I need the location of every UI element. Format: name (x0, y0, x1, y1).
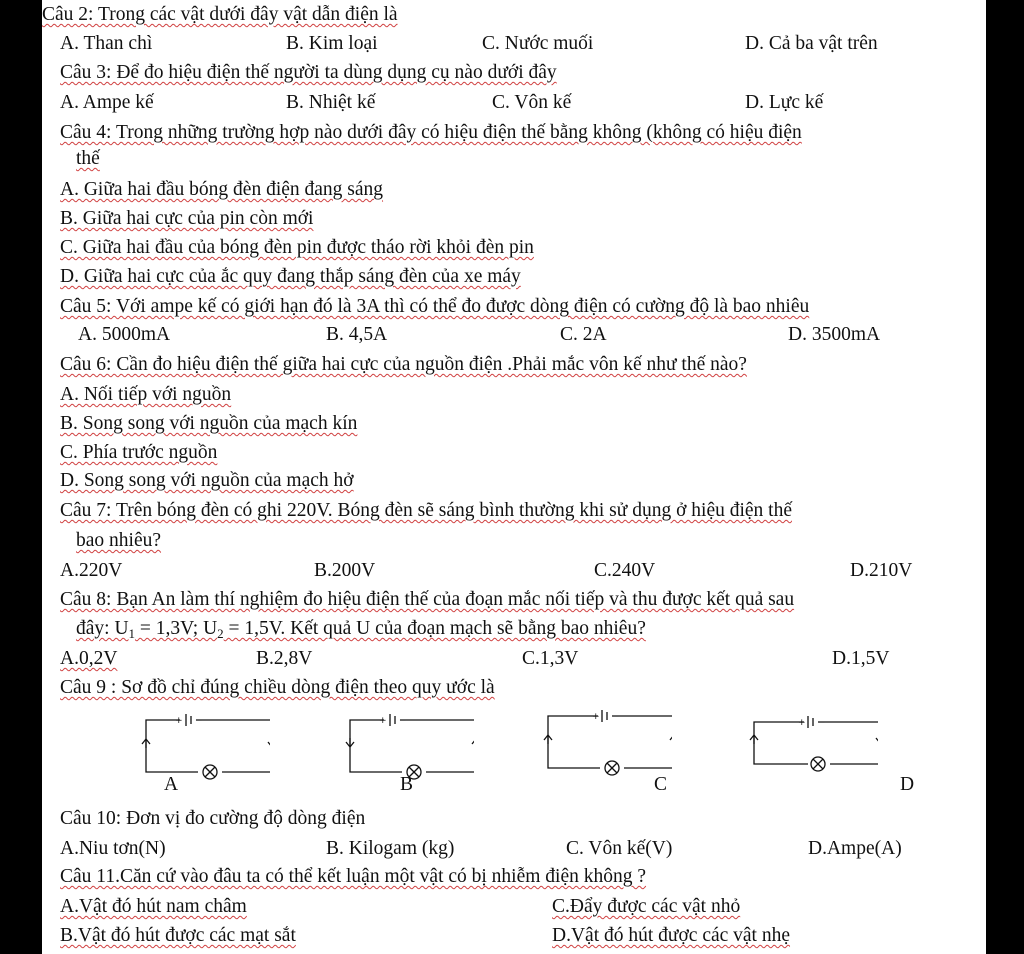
question-6-option-b (42, 411, 986, 437)
u1-value: = 1,3V; U (135, 618, 218, 639)
question-stem-cont: bao nhiêu? (76, 530, 162, 551)
svg-text:−: − (612, 712, 620, 722)
option-c: C. Nước muối (482, 33, 594, 54)
option-d: D. Song song với nguồn của mạch hở (60, 470, 354, 491)
circuit-label-d: D (900, 774, 915, 795)
svg-text:+: + (175, 716, 183, 726)
option-c: C. Phía trước nguồn (60, 442, 218, 463)
option-b: B.200V (314, 560, 376, 581)
question-3 (42, 60, 986, 86)
option-b: B. Giữa hai cực của pin còn mới (60, 208, 314, 229)
worksheet (42, 0, 986, 954)
option-c: C. Giữa hai đầu của bóng đèn pin được tháo rời khỏi đèn pin (60, 237, 534, 258)
option-d: D.1,5V (832, 648, 890, 669)
question-5 (42, 294, 986, 320)
question-4-cont (42, 146, 986, 172)
option-b: B. 4,5A (326, 324, 388, 345)
option-b: B. Nhiệt kế (286, 92, 376, 113)
svg-text:−: − (818, 718, 826, 728)
circuit-label-b: B (400, 774, 414, 795)
option-c: C.1,3V (522, 648, 579, 669)
circuit-label-a: A (164, 774, 179, 795)
question-stem: Câu 7: Trên bóng đèn có ghi 220V. Bóng đèn sẽ sáng bình thường khi sử dụng ở hiệu điện thế (60, 500, 792, 521)
question-9 (42, 675, 986, 701)
question-stem: Câu 9 : Sơ đồ chỉ đúng chiều dòng điện theo quy ước là (60, 677, 495, 698)
option-d: D.Ampe(A) (808, 838, 902, 859)
option-b: B. Song song với nguồn của mạch kín (60, 413, 358, 434)
circuit-diagrams (42, 700, 986, 800)
question-6-option-a (42, 382, 986, 408)
option-c: C.Đẩy được các vật nhỏ (552, 896, 741, 917)
question-stem-cont: thế (76, 148, 100, 169)
question-7-cont (42, 528, 986, 554)
option-d: D.Vật đó hút được các vật nhẹ (552, 925, 791, 946)
option-d: D. 3500mA (788, 324, 881, 345)
question-7 (42, 498, 986, 524)
question-2 (42, 2, 986, 28)
option-c: C. Vôn kế (492, 92, 572, 113)
question-stem-cont (76, 618, 646, 639)
circuit-diagram-d (708, 714, 878, 790)
option-a: A. Nối tiếp với nguồn (60, 384, 232, 405)
question-stem: Câu 2: Trong các vật dưới đây vật dẫn điện là (42, 4, 398, 25)
option-a: A. 5000mA (78, 324, 171, 345)
circuit-diagram-b (304, 712, 474, 788)
svg-text:−: − (399, 716, 407, 726)
circuit-diagram-a (100, 712, 270, 788)
option-c: C. 2A (560, 324, 607, 345)
option-d: D. Lực kế (745, 92, 824, 113)
circuit-label-c: C (654, 774, 668, 795)
circuit-b-svg (304, 712, 474, 788)
option-b: B. Kim loại (286, 33, 378, 54)
question-stem: Câu 6: Cần đo hiệu điện thế giữa hai cực của nguồn điện .Phải mắc vôn kế như thế nào? (60, 354, 747, 375)
u2-value: = 1,5V. Kết quả U của đoạn mạch sẽ bằng bao nhiêu? (223, 618, 646, 639)
svg-text:+: + (798, 718, 806, 728)
option-b: B.Vật đó hút được các mạt sắt (60, 925, 296, 946)
question-4-option-a (42, 177, 986, 203)
option-a: A. Than chì (60, 33, 153, 54)
question-stem: Câu 11.Căn cứ vào đâu ta có thể kết luận một vật có bị nhiễm điện không ? (60, 866, 647, 887)
svg-text:+: + (592, 712, 600, 722)
question-4 (42, 120, 986, 146)
question-4-option-b (42, 206, 986, 232)
option-a: A.Niu tơn(N) (60, 838, 166, 859)
question-stem: Câu 3: Để đo hiệu điện thế người ta dùng dụng cụ nào dưới đây (60, 62, 557, 83)
question-stem: Câu 10: Đơn vị đo cường độ dòng điện (60, 808, 366, 829)
circuit-d-svg (708, 714, 878, 790)
option-c: C.240V (594, 560, 656, 581)
option-d: D. Cả ba vật trên (745, 33, 878, 54)
question-8 (42, 587, 986, 613)
circuit-a-svg (100, 712, 270, 788)
option-a: A.220V (60, 560, 123, 581)
u2-subscript: 2 (217, 626, 224, 641)
circuit-diagram-c (502, 708, 672, 784)
option-c: C. Vôn kế(V) (566, 838, 673, 859)
question-6-option-d (42, 468, 986, 494)
question-11 (42, 864, 986, 890)
question-6 (42, 352, 986, 378)
option-b: B. Kilogam (kg) (326, 838, 455, 859)
option-b: B.2,8V (256, 648, 313, 669)
question-6-option-c (42, 440, 986, 466)
svg-text:−: − (195, 716, 203, 726)
svg-text:+: + (379, 716, 387, 726)
question-stem: Câu 8: Bạn An làm thí nghiệm đo hiệu điện thế của đoạn mắc nối tiếp và thu được kết quả sau (60, 589, 795, 610)
option-a: A.0,2V (60, 648, 118, 669)
question-10 (42, 806, 986, 832)
option-a: A. Giữa hai đầu bóng đèn điện đang sáng (60, 179, 384, 200)
option-a: A.Vật đó hút nam châm (60, 896, 247, 917)
option-a: A. Ampe kế (60, 92, 154, 113)
u1-subscript: 1 (128, 626, 136, 641)
question-stem: Câu 4: Trong những trường hợp nào dưới đây có hiệu điện thế bằng không (không có hiệu điện (60, 122, 802, 143)
question-4-option-c (42, 235, 986, 261)
question-stem: Câu 5: Với ampe kế có giới hạn đó là 3A thì có thể đo được dòng điện có cường độ là bao nhiêu (60, 296, 810, 317)
question-4-option-d (42, 264, 986, 290)
option-d: D. Giữa hai cực của ắc quy đang thắp sáng đèn của xe máy (60, 266, 521, 287)
circuit-c-svg (502, 708, 672, 784)
option-d: D.210V (850, 560, 913, 581)
question-8-cont (42, 616, 986, 647)
u-label: đây: U (76, 618, 129, 639)
